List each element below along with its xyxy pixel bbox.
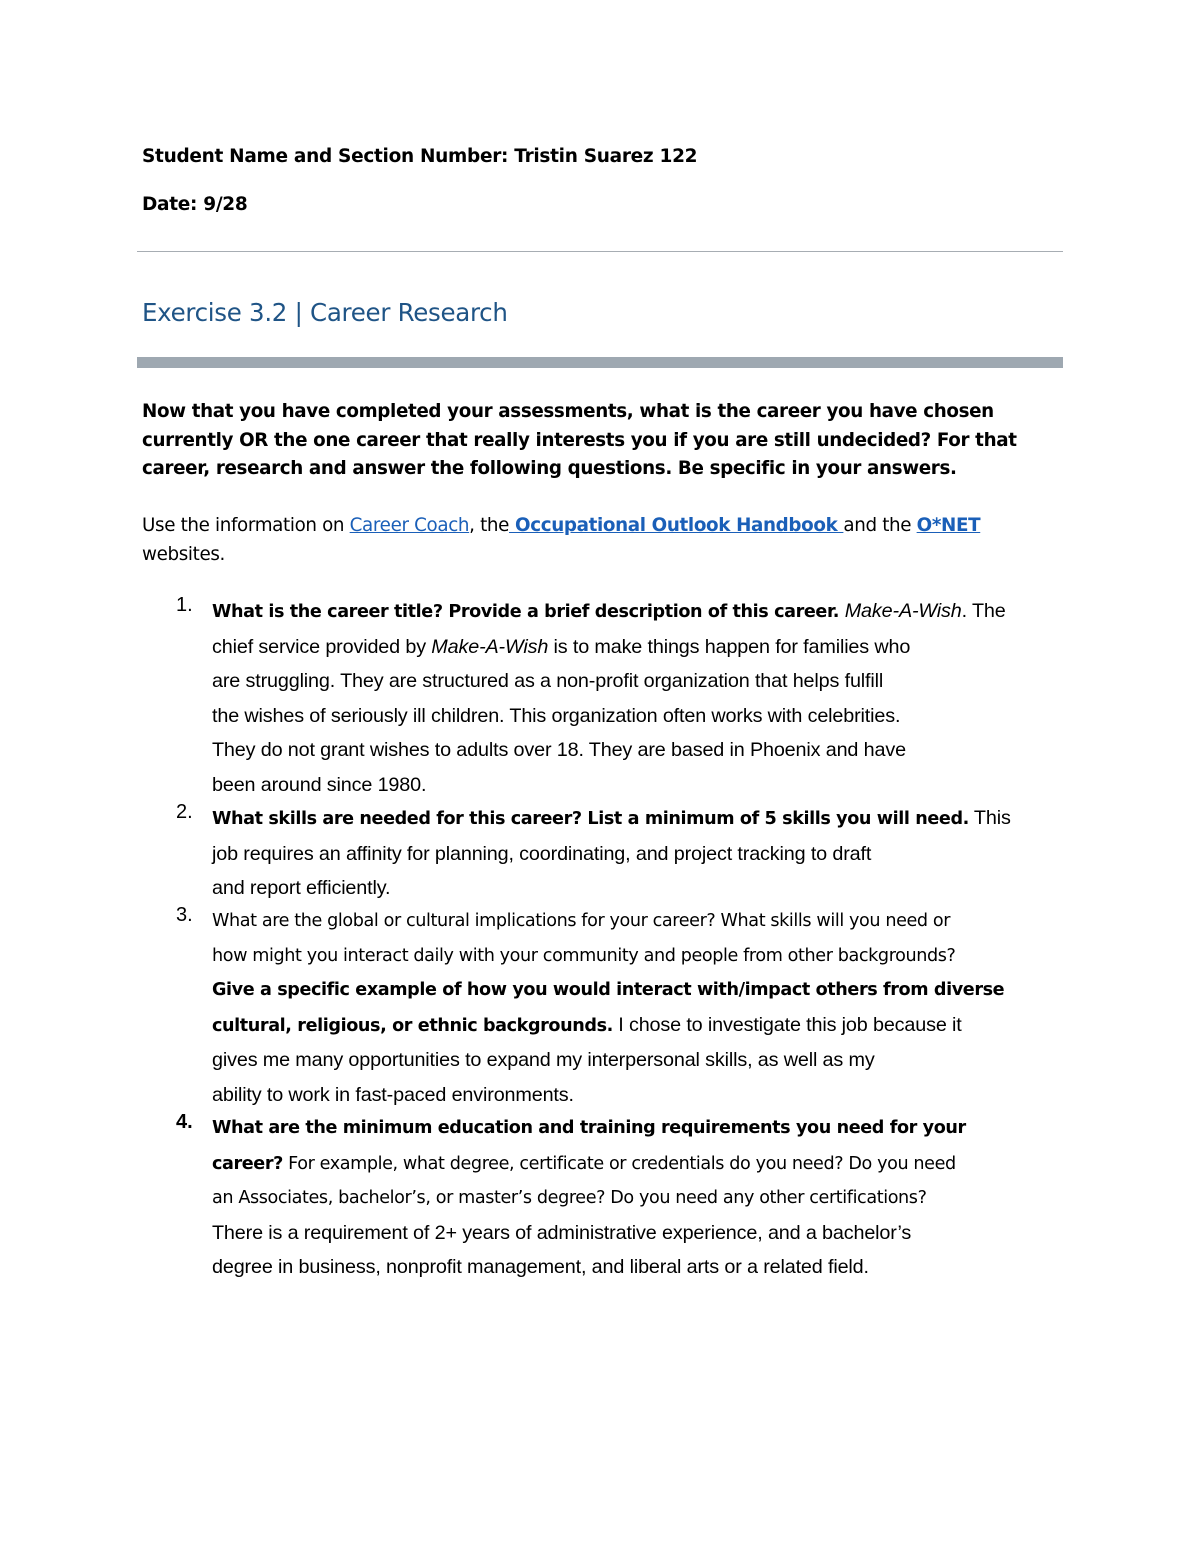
answer-line: degree in business, nonprofit management, and liberal arts or a related field.: [212, 1256, 869, 1278]
answer-text: I chose to investigate this job because it: [612, 1013, 962, 1036]
question-number: 3.: [176, 904, 193, 926]
question-line: [212, 1146, 1072, 1182]
question-line: [212, 1008, 1072, 1044]
date-line: Date: 9/28: [142, 194, 248, 215]
page-title: Exercise 3.2 | Career Research: [142, 298, 508, 327]
resources-separator: and the: [843, 515, 917, 536]
intro-line: Now that you have completed your assessments, what is the career you have chosen: [142, 401, 994, 422]
intro-line: currently OR the one career that really interests you if you are still undecided? For that: [142, 429, 1017, 451]
resources-prefix: Use the information on: [142, 515, 350, 536]
answer-line: ability to work in fast-paced environments.: [212, 1083, 574, 1106]
answer-line: are struggling. They are structured as a non-profit organization that helps fulfill: [212, 670, 884, 692]
question-line: an Associates, bachelor’s, or master’s degree? Do you need any other certifications?: [212, 1188, 927, 1208]
question-prompt: cultural, religious, or ethnic backgrounds.: [212, 1015, 613, 1036]
question-body: [212, 1111, 1072, 1285]
question-number: 1.: [176, 594, 193, 616]
answer-line: been around since 1980.: [212, 773, 427, 796]
question-body: [212, 801, 1072, 906]
answer-text: . The: [961, 600, 1006, 622]
answer-italic: Make-A-Wish: [431, 635, 549, 658]
answer-line: job requires an affinity for planning, coordinating, and project tracking to draft: [212, 842, 872, 865]
question-line: What are the global or cultural implications for your career? What skills will you need or: [212, 911, 951, 931]
answer-text: is to make things happen for families who: [548, 635, 911, 658]
header-divider: [137, 251, 1063, 252]
resources-suffix: websites.: [142, 543, 226, 565]
question-line-bold: What are the minimum education and training requirements you need for your: [212, 1118, 966, 1138]
question-number: 2.: [176, 801, 193, 823]
question-line: how might you interact daily with your community and people from other backgrounds?: [212, 945, 956, 966]
question-line: [212, 801, 1072, 837]
onet-link[interactable]: O*NET: [916, 515, 981, 536]
question-body: [212, 594, 1072, 802]
resources-paragraph: [142, 512, 1057, 569]
question-prompt: What skills are needed for this career? List a minimum of 5 skills you will need.: [212, 809, 969, 829]
career-coach-link[interactable]: Career Coach: [349, 515, 470, 536]
resources-separator: , the: [469, 515, 510, 536]
answer-line: and report efficiently.: [212, 877, 391, 899]
title-divider: [137, 357, 1063, 368]
question-line: [212, 594, 1072, 630]
answer-line: gives me many opportunities to expand my interpersonal skills, as well as my: [212, 1049, 875, 1071]
question-body: [212, 904, 1072, 1112]
answer-line: They do not grant wishes to adults over 18. They are based in Phoenix and have: [212, 739, 906, 761]
answer-line: [212, 630, 1072, 665]
question-prompt: career?: [212, 1153, 283, 1174]
answer-italic: Make-A-Wish: [844, 600, 962, 622]
question-prompt: What is the career title? Provide a brief description of this career.: [212, 602, 845, 622]
occupational-outlook-handbook-link[interactable]: Occupational Outlook Handbook: [509, 515, 844, 536]
answer-line: There is a requirement of 2+ years of administrative experience, and a bachelor’s: [212, 1221, 912, 1244]
answer-text: chief service provided by: [212, 635, 432, 658]
question-text: For example, what degree, certificate or credentials do you need? Do you need: [282, 1153, 956, 1174]
resources-line: [142, 512, 1057, 541]
intro-paragraph: [142, 398, 1057, 484]
student-name-line: Student Name and Section Number: Tristin Suarez 122: [142, 146, 698, 167]
intro-line: career, research and answer the following questions. Be specific in your answers.: [142, 458, 957, 479]
question-number: 4.: [176, 1111, 193, 1133]
answer-line: the wishes of seriously ill children. This organization often works with celebrities.: [212, 704, 901, 727]
answer-text: This: [968, 807, 1011, 829]
question-line-bold: Give a specific example of how you would interact with/impact others from diverse: [212, 980, 1005, 1000]
